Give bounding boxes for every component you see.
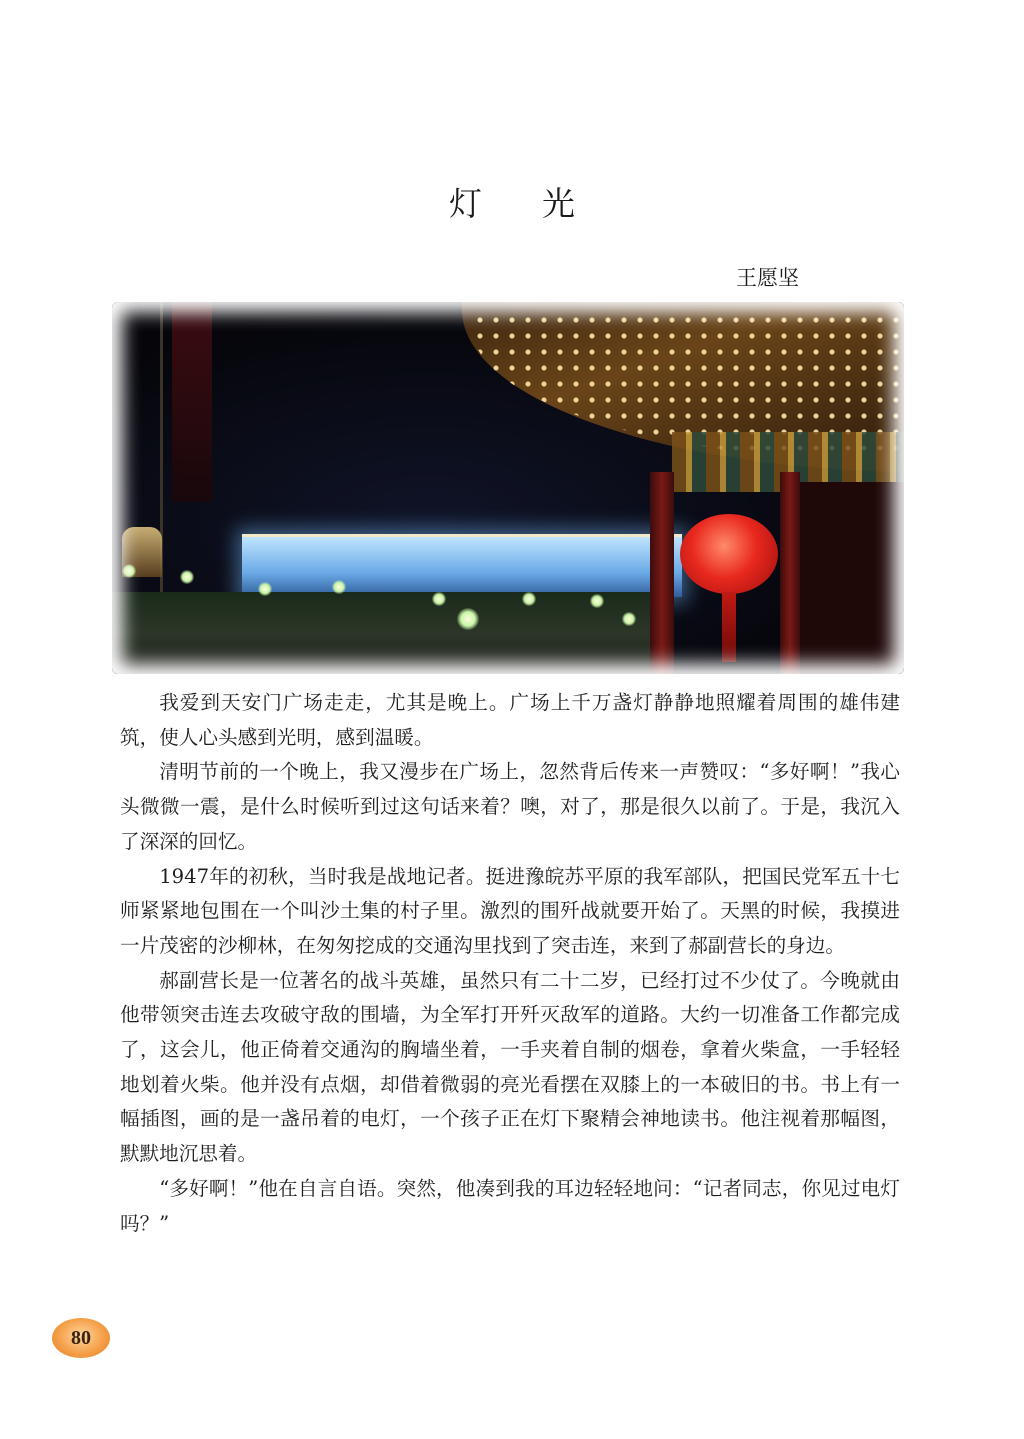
square-ground-shape (112, 592, 672, 674)
street-lamp-icon (122, 564, 136, 578)
great-hall-shape (242, 534, 682, 597)
street-lamp-icon (457, 608, 479, 630)
street-lamp-icon (258, 582, 272, 596)
page-title (0, 178, 1024, 225)
red-pillar-shape (650, 472, 674, 674)
paragraph: 郝副营长是一位著名的战斗英雄，虽然只有二十二岁，已经打过不少仗了。今晚就由他带领突击连去攻破守敌的围墙，为全军打开歼灭敌军的道路。大约一切准备工作都完成了，这会儿，他正倚着交通沟的胸墙坐着，一手夹着自制的烟卷，拿着火柴盒，一手轻轻地划着火柴。他并没有点烟，却借着微弱的亮光看摆在双膝上的一本破旧的书。书上有一幅插图，画的是一盏吊着的电灯，一个孩子正在灯下聚精会神地读书。他注视着那幅图，默默地沉思着。 (120, 968, 900, 1166)
illustration-photo (112, 302, 904, 674)
flag-shape (172, 302, 212, 502)
paragraph: 我爱到天安门广场走走，尤其是晚上。广场上千万盏灯静静地照耀着周围的雄伟建筑，使人心头感到光明，感到温暖。 (120, 691, 900, 749)
red-lantern-icon (680, 514, 778, 594)
gate-wall-shape (800, 482, 904, 674)
article-body (120, 686, 900, 1241)
red-pillar-shape (780, 472, 800, 674)
title-char: 光 (542, 184, 575, 223)
lantern-tassel-shape (722, 592, 736, 662)
street-lamp-icon (180, 570, 194, 584)
paragraph: “多好啊！”他在自言自语。突然，他凑到我的耳边轻轻地问：“记者同志，你见过电灯吗？” (120, 1176, 900, 1235)
paragraph: 清明节前的一个晚上，我又漫步在广场上，忽然背后传来一声赞叹：“多好啊！”我心头微微一震，是什么时候听到过这句话来着？噢，对了，那是很久以前了。于是，我沉入了深深的回忆。 (120, 760, 900, 853)
street-lamp-icon (432, 592, 446, 606)
street-lamp-icon (590, 594, 604, 608)
street-lamp-icon (332, 580, 346, 594)
author-name: 王愿坚 (736, 266, 799, 290)
title-char: 灯 (449, 184, 482, 223)
page-number-badge: 80 (52, 1318, 110, 1358)
street-lamp-icon (522, 592, 536, 606)
paragraph: 1947年的初秋，当时我是战地记者。挺进豫皖苏平原的我军部队，把国民党军五十七师紧紧地包围在一个叫沙土集的村子里。激烈的围歼战就要开始了。天黑的时候，我摸进一片茂密的沙柳林，在匆匆挖成的交通沟里找到了突击连，来到了郝副营长的身边。 (120, 864, 900, 957)
street-lamp-icon (622, 612, 636, 626)
